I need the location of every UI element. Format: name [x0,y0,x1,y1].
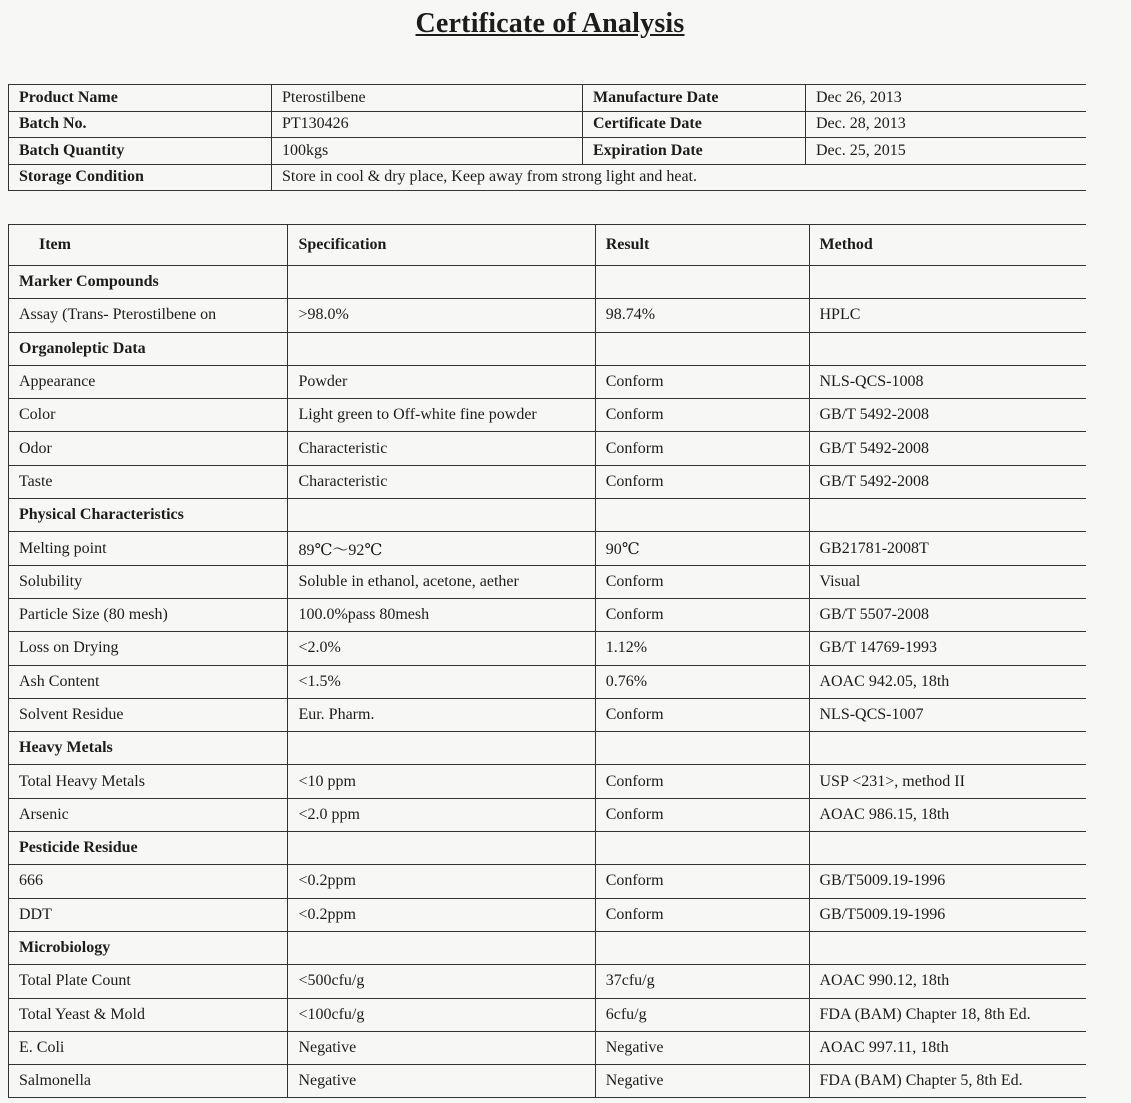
item-cell: DDT [9,898,288,931]
batch-no-label: Batch No. [9,111,272,138]
result-cell: Conform [595,865,809,898]
method-cell: GB/T 5507-2008 [809,598,1086,631]
method-cell [809,832,1086,865]
method-cell: GB/T 5492-2008 [809,465,1086,498]
info-row [9,111,1087,138]
product-name-label: Product Name [9,85,272,112]
product-info-table [8,84,1086,191]
method-cell: GB/T5009.19-1996 [809,865,1086,898]
result-cell: 90℃ [595,532,809,565]
spec-cell: <2.0 ppm [288,798,595,831]
batch-quantity-label: Batch Quantity [9,138,272,165]
item-cell: Loss on Drying [9,632,288,665]
result-cell: Conform [595,798,809,831]
category-row [9,732,1087,765]
spec-cell: <0.2ppm [288,865,595,898]
analysis-header-row [9,225,1087,266]
result-cell: Conform [595,598,809,631]
result-cell [595,832,809,865]
result-cell: Negative [595,1065,809,1098]
info-row [9,164,1087,191]
column-header-specification: Specification [288,225,595,266]
table-row [9,865,1087,898]
method-cell [809,499,1086,532]
result-cell: Conform [595,465,809,498]
method-cell: FDA (BAM) Chapter 18, 8th Ed. [809,998,1086,1031]
spec-cell: >98.0% [288,299,595,332]
method-cell: GB/T5009.19-1996 [809,898,1086,931]
product-name-value: Pterostilbene [272,85,583,112]
method-cell: AOAC 990.12, 18th [809,965,1086,998]
analysis-body [9,266,1087,1098]
spec-cell [288,931,595,964]
table-row [9,998,1087,1031]
storage-label: Storage Condition [9,164,272,191]
item-cell: Total Plate Count [9,965,288,998]
method-cell [809,266,1086,299]
result-cell: Conform [595,432,809,465]
spec-cell: Light green to Off-white fine powder [288,399,595,432]
table-row [9,465,1087,498]
result-cell [595,931,809,964]
spec-cell [288,832,595,865]
spec-cell: <500cfu/g [288,965,595,998]
spec-cell: Soluble in ethanol, acetone, aether [288,565,595,598]
batch-quantity-value: 100kgs [272,138,583,165]
item-cell: Solvent Residue [9,698,288,731]
table-row [9,798,1087,831]
column-header-method: Method [809,225,1086,266]
table-row [9,765,1087,798]
category-row [9,266,1087,299]
spec-cell [288,499,595,532]
table-row [9,598,1087,631]
item-cell: Melting point [9,532,288,565]
item-cell: Appearance [9,365,288,398]
table-row [9,365,1087,398]
manufacture-date-label: Manufacture Date [583,85,806,112]
result-cell: 37cfu/g [595,965,809,998]
method-cell [809,332,1086,365]
batch-no-value: PT130426 [272,111,583,138]
table-row [9,299,1087,332]
category-label: Marker Compounds [9,266,288,299]
method-cell: FDA (BAM) Chapter 5, 8th Ed. [809,1065,1086,1098]
method-cell: NLS-QCS-1008 [809,365,1086,398]
manufacture-date-value: Dec 26, 2013 [806,85,1087,112]
item-cell: Salmonella [9,1065,288,1098]
item-cell: Solubility [9,565,288,598]
category-label: Pesticide Residue [9,832,288,865]
result-cell [595,266,809,299]
result-cell [595,332,809,365]
spec-cell [288,332,595,365]
result-cell: 98.74% [595,299,809,332]
spec-cell: <2.0% [288,632,595,665]
spec-cell: 100.0%pass 80mesh [288,598,595,631]
result-cell: Conform [595,765,809,798]
category-label: Heavy Metals [9,732,288,765]
item-cell: Assay (Trans- Pterostilbene on [9,299,288,332]
spec-cell: Negative [288,1065,595,1098]
item-cell: Ash Content [9,665,288,698]
method-cell: GB/T 5492-2008 [809,432,1086,465]
spec-cell: Negative [288,1031,595,1064]
expiration-date-label: Expiration Date [583,138,806,165]
info-row [9,138,1087,165]
method-cell: AOAC 986.15, 18th [809,798,1086,831]
table-row [9,1065,1087,1098]
result-cell: Negative [595,1031,809,1064]
method-cell: AOAC 997.11, 18th [809,1031,1086,1064]
method-cell: HPLC [809,299,1086,332]
spec-cell: <10 ppm [288,765,595,798]
info-row [9,85,1087,112]
item-cell: E. Coli [9,1031,288,1064]
result-cell: 1.12% [595,632,809,665]
category-label: Microbiology [9,931,288,964]
method-cell: NLS-QCS-1007 [809,698,1086,731]
spec-cell: Eur. Pharm. [288,698,595,731]
item-cell: 666 [9,865,288,898]
item-cell: Arsenic [9,798,288,831]
result-cell: Conform [595,698,809,731]
table-row [9,665,1087,698]
result-cell: Conform [595,399,809,432]
column-header-item: Item [9,225,288,266]
analysis-table [8,224,1086,1098]
certificate-date-label: Certificate Date [583,111,806,138]
spec-cell [288,266,595,299]
category-row [9,332,1087,365]
item-cell: Color [9,399,288,432]
method-cell: GB/T 5492-2008 [809,399,1086,432]
table-row [9,1031,1087,1064]
category-label: Physical Characteristics [9,499,288,532]
expiration-date-value: Dec. 25, 2015 [806,138,1087,165]
item-cell: Total Heavy Metals [9,765,288,798]
method-cell: Visual [809,565,1086,598]
result-cell: Conform [595,565,809,598]
result-cell: 6cfu/g [595,998,809,1031]
method-cell: USP <231>, method II [809,765,1086,798]
table-row [9,532,1087,565]
spec-cell: Powder [288,365,595,398]
spec-cell: 89℃～92℃ [288,532,595,565]
table-row [9,898,1087,931]
result-cell: 0.76% [595,665,809,698]
result-cell [595,499,809,532]
certificate-date-value: Dec. 28, 2013 [806,111,1087,138]
method-cell: GB/T 14769-1993 [809,632,1086,665]
table-row [9,565,1087,598]
method-cell: GB21781-2008T [809,532,1086,565]
storage-value: Store in cool & dry place, Keep away from strong light and heat. [272,164,1087,191]
column-header-result: Result [595,225,809,266]
category-row [9,931,1087,964]
item-cell: Total Yeast & Mold [9,998,288,1031]
spec-cell [288,732,595,765]
result-cell: Conform [595,898,809,931]
spec-cell: <0.2ppm [288,898,595,931]
spec-cell: <1.5% [288,665,595,698]
table-row [9,965,1087,998]
table-row [9,432,1087,465]
table-row [9,698,1087,731]
item-cell: Odor [9,432,288,465]
result-cell [595,732,809,765]
category-row [9,832,1087,865]
method-cell [809,931,1086,964]
spec-cell: <100cfu/g [288,998,595,1031]
method-cell [809,732,1086,765]
item-cell: Taste [9,465,288,498]
spec-cell: Characteristic [288,432,595,465]
result-cell: Conform [595,365,809,398]
table-row [9,399,1087,432]
spec-cell: Characteristic [288,465,595,498]
category-label: Organoleptic Data [9,332,288,365]
category-row [9,499,1087,532]
item-cell: Particle Size (80 mesh) [9,598,288,631]
page-title: Certificate of Analysis [415,8,685,39]
table-row [9,632,1087,665]
method-cell: AOAC 942.05, 18th [809,665,1086,698]
